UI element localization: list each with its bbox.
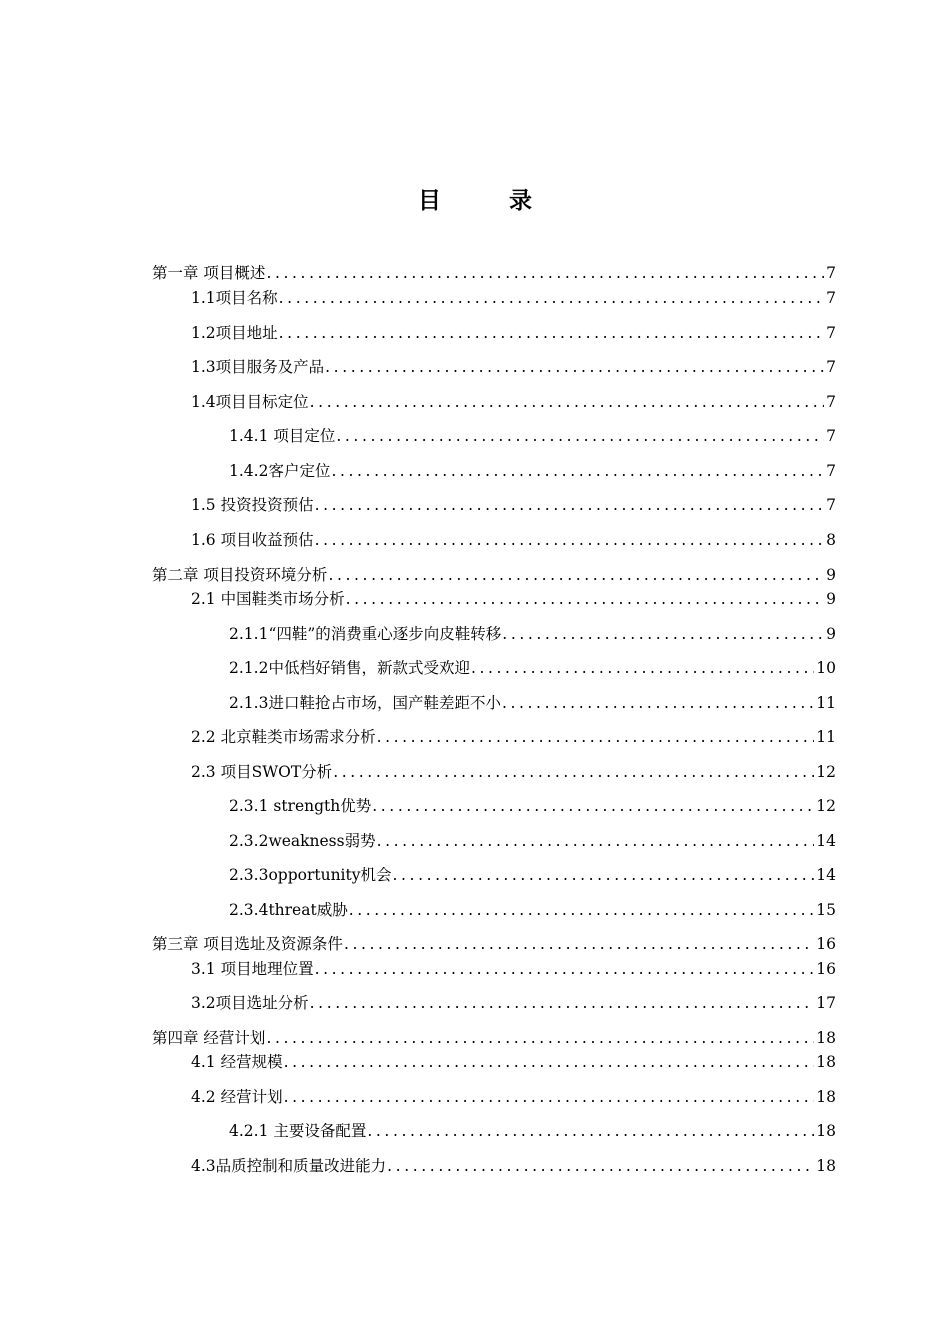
toc-page-number: 17 xyxy=(816,994,836,1012)
toc-entry-subsection[interactable] xyxy=(229,830,836,852)
toc-page-number: 7 xyxy=(826,324,836,342)
toc-leader-dots xyxy=(331,460,824,482)
toc-label: 2.1.3进口鞋抢占市场，国产鞋差距不小 xyxy=(229,694,501,712)
toc-page-number: 15 xyxy=(816,901,836,919)
toc-label: 2.3.4threat威胁 xyxy=(229,901,348,919)
toc-leader-dots xyxy=(471,657,814,679)
toc-leader-dots xyxy=(310,992,815,1014)
toc-leader-dots xyxy=(266,1027,814,1049)
toc-page-number: 18 xyxy=(816,1053,836,1071)
toc-entry-section[interactable] xyxy=(191,726,836,748)
toc-page-number: 7 xyxy=(826,427,836,445)
toc-entry-subsection[interactable] xyxy=(229,795,836,817)
toc-entry-subsection[interactable] xyxy=(229,460,836,482)
toc-page-number: 16 xyxy=(816,935,836,953)
toc-entry-subsection[interactable] xyxy=(229,623,836,645)
toc-entry-section[interactable] xyxy=(191,992,836,1014)
toc-page-number: 12 xyxy=(816,763,836,781)
toc-label: 4.3品质控制和质量改进能力 xyxy=(191,1157,387,1175)
toc-page-number: 18 xyxy=(816,1157,836,1175)
toc-leader-dots xyxy=(266,262,824,284)
toc-entry-section[interactable] xyxy=(191,1051,836,1073)
toc-leader-dots xyxy=(349,899,815,921)
toc-label: 1.6 项目收益预估 xyxy=(191,531,314,549)
toc-page-number: 14 xyxy=(816,866,836,884)
toc-label: 2.1 中国鞋类市场分析 xyxy=(191,590,345,608)
toc-entry-subsection[interactable] xyxy=(229,692,836,714)
toc-entry-chapter[interactable] xyxy=(152,1027,836,1049)
toc-leader-dots xyxy=(344,933,814,955)
toc-leader-dots xyxy=(377,726,815,748)
toc-page-number: 11 xyxy=(816,728,836,746)
page-title: 目 录 xyxy=(417,187,562,214)
toc-leader-dots xyxy=(377,830,815,852)
toc-leader-dots xyxy=(367,1120,814,1142)
toc-leader-dots xyxy=(372,795,814,817)
toc-entry-section[interactable] xyxy=(191,1086,836,1108)
toc-leader-dots xyxy=(336,425,824,447)
toc-page-number: 7 xyxy=(826,358,836,376)
toc-leader-dots xyxy=(279,287,824,309)
toc-leader-dots xyxy=(315,494,825,516)
toc-leader-dots xyxy=(502,692,814,714)
toc-page-number: 14 xyxy=(816,832,836,850)
toc-label: 4.2 经营计划 xyxy=(191,1088,283,1106)
toc-label: 4.2.1 主要设备配置 xyxy=(229,1122,367,1140)
toc-leader-dots xyxy=(328,564,824,586)
toc-page-number: 7 xyxy=(826,264,836,282)
toc-label: 1.5 投资投资预估 xyxy=(191,496,314,514)
toc-entry-section[interactable] xyxy=(191,588,836,610)
toc-label: 第一章 项目概述 xyxy=(152,264,266,282)
toc-label: 第三章 项目选址及资源条件 xyxy=(152,935,343,953)
toc-label: 1.2项目地址 xyxy=(191,324,278,342)
toc-leader-dots xyxy=(346,588,825,610)
toc-leader-dots xyxy=(333,761,814,783)
toc-entry-section[interactable] xyxy=(191,287,836,309)
toc-page-number: 18 xyxy=(816,1029,836,1047)
toc-entry-chapter[interactable] xyxy=(152,564,836,586)
toc-label: 4.1 经营规模 xyxy=(191,1053,283,1071)
toc-label: 3.2项目选址分析 xyxy=(191,994,309,1012)
toc-entry-subsection[interactable] xyxy=(229,1120,836,1142)
toc-label: 2.3.2weakness弱势 xyxy=(229,832,376,850)
toc-leader-dots xyxy=(279,322,824,344)
toc-entry-section[interactable] xyxy=(191,958,836,980)
toc-leader-dots xyxy=(502,623,824,645)
toc-label: 2.1.2中低档好销售，新款式受欢迎 xyxy=(229,659,470,677)
toc-label: 1.3项目服务及产品 xyxy=(191,358,325,376)
toc-entry-section[interactable] xyxy=(191,761,836,783)
toc-leader-dots xyxy=(393,864,815,886)
toc-leader-dots xyxy=(284,1051,815,1073)
toc-label: 1.4.1 项目定位 xyxy=(229,427,336,445)
toc-page-number: 7 xyxy=(826,393,836,411)
toc-entry-section[interactable] xyxy=(191,1155,836,1177)
toc-leader-dots xyxy=(315,958,815,980)
toc-leader-dots xyxy=(387,1155,814,1177)
toc-page-number: 11 xyxy=(816,694,836,712)
toc-entry-section[interactable] xyxy=(191,356,836,378)
toc-entry-subsection[interactable] xyxy=(229,657,836,679)
toc-label: 2.3 项目SWOT分析 xyxy=(191,763,333,781)
toc-entry-section[interactable] xyxy=(191,494,836,516)
toc-page-number: 16 xyxy=(816,960,836,978)
toc-entry-chapter[interactable] xyxy=(152,262,836,284)
toc-entry-subsection[interactable] xyxy=(229,864,836,886)
toc-page-number: 12 xyxy=(816,797,836,815)
toc-entry-section[interactable] xyxy=(191,529,836,551)
toc-label: 2.3.3opportunity机会 xyxy=(229,866,392,884)
toc-label: 2.3.1 strength优势 xyxy=(229,797,372,815)
toc-entry-section[interactable] xyxy=(191,391,836,413)
toc-leader-dots xyxy=(315,529,825,551)
toc-page-number: 9 xyxy=(826,566,836,584)
toc-label: 第二章 项目投资环境分析 xyxy=(152,566,328,584)
toc-page-number: 9 xyxy=(826,590,836,608)
toc-page-number: 7 xyxy=(826,496,836,514)
toc-label: 2.1.1“四鞋”的消费重心逐步向皮鞋转移 xyxy=(229,625,502,643)
toc-label: 第四章 经营计划 xyxy=(152,1029,266,1047)
toc-label: 3.1 项目地理位置 xyxy=(191,960,314,978)
toc-label: 1.4.2客户定位 xyxy=(229,462,331,480)
toc-leader-dots xyxy=(325,356,824,378)
toc-leader-dots xyxy=(310,391,824,413)
toc-label: 2.2 北京鞋类市场需求分析 xyxy=(191,728,376,746)
toc-page-number: 10 xyxy=(816,659,836,677)
toc-entry-subsection[interactable] xyxy=(229,425,836,447)
toc-page-number: 8 xyxy=(826,531,836,549)
toc-entry-section[interactable] xyxy=(191,322,836,344)
toc-page-number: 18 xyxy=(816,1122,836,1140)
toc-entry-chapter[interactable] xyxy=(152,933,836,955)
toc-label: 1.1项目名称 xyxy=(191,289,278,307)
toc-page-number: 9 xyxy=(826,625,836,643)
toc-entry-subsection[interactable] xyxy=(229,899,836,921)
toc-leader-dots xyxy=(284,1086,815,1108)
toc-page-number: 18 xyxy=(816,1088,836,1106)
toc-page-number: 7 xyxy=(826,462,836,480)
toc-page-number: 7 xyxy=(826,289,836,307)
toc-label: 1.4项目目标定位 xyxy=(191,393,309,411)
